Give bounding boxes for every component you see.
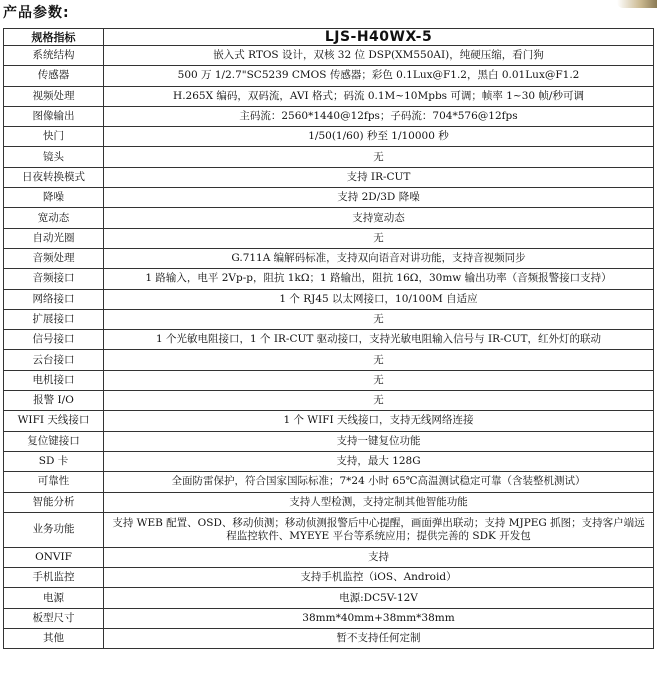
spec-value: 支持 2D/3D 降噪 [104, 188, 654, 208]
spec-label: 视频处理 [4, 86, 104, 106]
spec-value: H.265X 编码，双码流，AVI 格式；码流 0.1M~10Mpbs 可调；帧率 1~30 帧/秒可调 [104, 86, 654, 106]
spec-value: 无 [104, 391, 654, 411]
spec-label: 快门 [4, 127, 104, 147]
spec-value: 支持人型检测，支持定制其他智能功能 [104, 492, 654, 512]
table-row [4, 568, 654, 588]
table-row [4, 330, 654, 350]
spec-label: 电源 [4, 588, 104, 608]
spec-value: 支持，最大 128G [104, 451, 654, 471]
table-row [4, 411, 654, 431]
table-row [4, 629, 654, 649]
spec-label: 扩展接口 [4, 309, 104, 329]
spec-label: 自动光圈 [4, 228, 104, 248]
spec-label: 日夜转换模式 [4, 167, 104, 187]
spec-label: 可靠性 [4, 472, 104, 492]
spec-value: 1/50(1/60) 秒至 1/10000 秒 [104, 127, 654, 147]
spec-table-body [4, 46, 654, 649]
table-row [4, 127, 654, 147]
spec-table [3, 28, 654, 649]
table-row [4, 588, 654, 608]
spec-label: 镜头 [4, 147, 104, 167]
spec-label: 系统结构 [4, 46, 104, 66]
spec-label: 传感器 [4, 66, 104, 86]
table-row [4, 472, 654, 492]
spec-label: 业务功能 [4, 512, 104, 547]
spec-value: 1 个 WIFI 天线接口，支持无线网络连接 [104, 411, 654, 431]
spec-label: 其他 [4, 629, 104, 649]
spec-label: SD 卡 [4, 451, 104, 471]
table-row [4, 391, 654, 411]
table-row [4, 370, 654, 390]
spec-value: 500 万 1/2.7"SC5239 CMOS 传感器；彩色 0.1Lux@F1.2，黑白 0.01Lux@F1.2 [104, 66, 654, 86]
table-row [4, 309, 654, 329]
corner-decoration [617, 0, 657, 8]
spec-label: 降噪 [4, 188, 104, 208]
spec-label: 电机接口 [4, 370, 104, 390]
spec-label: 宽动态 [4, 208, 104, 228]
spec-value: 无 [104, 370, 654, 390]
spec-value: 支持手机监控（iOS、Android） [104, 568, 654, 588]
table-row [4, 350, 654, 370]
spec-value: 1 路输入，电平 2Vp-p，阻抗 1kΩ；1 路输出，阻抗 16Ω，30mw 输出功率（音频报警接口支持） [104, 269, 654, 289]
spec-label: 网络接口 [4, 289, 104, 309]
spec-label: 云台接口 [4, 350, 104, 370]
table-row [4, 492, 654, 512]
table-row [4, 451, 654, 471]
spec-label: 音频处理 [4, 248, 104, 268]
spec-label: 智能分析 [4, 492, 104, 512]
page-title: 产品参数: [3, 5, 70, 21]
table-row [4, 512, 654, 547]
table-row [4, 289, 654, 309]
spec-value: 无 [104, 309, 654, 329]
spec-value: 支持宽动态 [104, 208, 654, 228]
spec-value: 嵌入式 RTOS 设计，双核 32 位 DSP(XM550AI)，纯硬压缩，看门狗 [104, 46, 654, 66]
spec-value: 全面防雷保护，符合国家国际标准；7*24 小时 65℃高温测试稳定可靠（含装整机测试） [104, 472, 654, 492]
spec-value: 无 [104, 147, 654, 167]
table-row [4, 248, 654, 268]
header-label: 规格指标 [4, 29, 104, 46]
spec-value: G.711A 编解码标准，支持双向语音对讲功能，支持音视频同步 [104, 248, 654, 268]
table-row [4, 208, 654, 228]
spec-label: 板型尺寸 [4, 608, 104, 628]
table-row [4, 431, 654, 451]
spec-label: 报警 I/O [4, 391, 104, 411]
table-row [4, 106, 654, 126]
spec-label: 音频接口 [4, 269, 104, 289]
table-row [4, 547, 654, 567]
spec-value: 支持 WEB 配置、OSD、移动侦测；移动侦测报警后中心提醒，画面弹出联动；支持 MJPEG 抓图；支持客户端远程监控软件、MYEYE 平台等系统应用；提供完善的 SDK 开发包 [104, 512, 654, 547]
spec-value: 电源:DC5V-12V [104, 588, 654, 608]
spec-value: 支持一键复位功能 [104, 431, 654, 451]
spec-value: 1 个光敏电阻接口，1 个 IR-CUT 驱动接口，支持光敏电阻输入信号与 IR-CUT，红外灯的联动 [104, 330, 654, 350]
spec-label: 信号接口 [4, 330, 104, 350]
table-row [4, 228, 654, 248]
spec-label: ONVIF [4, 547, 104, 567]
table-row [4, 608, 654, 628]
spec-value: 无 [104, 228, 654, 248]
spec-value: 主码流：2560*1440@12fps；子码流：704*576@12fps [104, 106, 654, 126]
spec-value: 支持 IR-CUT [104, 167, 654, 187]
spec-label: WIFI 天线接口 [4, 411, 104, 431]
spec-label: 复位键接口 [4, 431, 104, 451]
spec-value: 1 个 RJ45 以太网接口，10/100M 自适应 [104, 289, 654, 309]
spec-value: 支持 [104, 547, 654, 567]
spec-value: 暂不支持任何定制 [104, 629, 654, 649]
table-header-row [4, 29, 654, 46]
table-row [4, 66, 654, 86]
table-row [4, 167, 654, 187]
table-row [4, 86, 654, 106]
table-row [4, 147, 654, 167]
table-row [4, 269, 654, 289]
table-row [4, 46, 654, 66]
spec-label: 图像输出 [4, 106, 104, 126]
table-row [4, 188, 654, 208]
model-name: LJS-H40WX-5 [104, 29, 654, 46]
spec-value: 无 [104, 350, 654, 370]
spec-value: 38mm*40mm+38mm*38mm [104, 608, 654, 628]
spec-label: 手机监控 [4, 568, 104, 588]
